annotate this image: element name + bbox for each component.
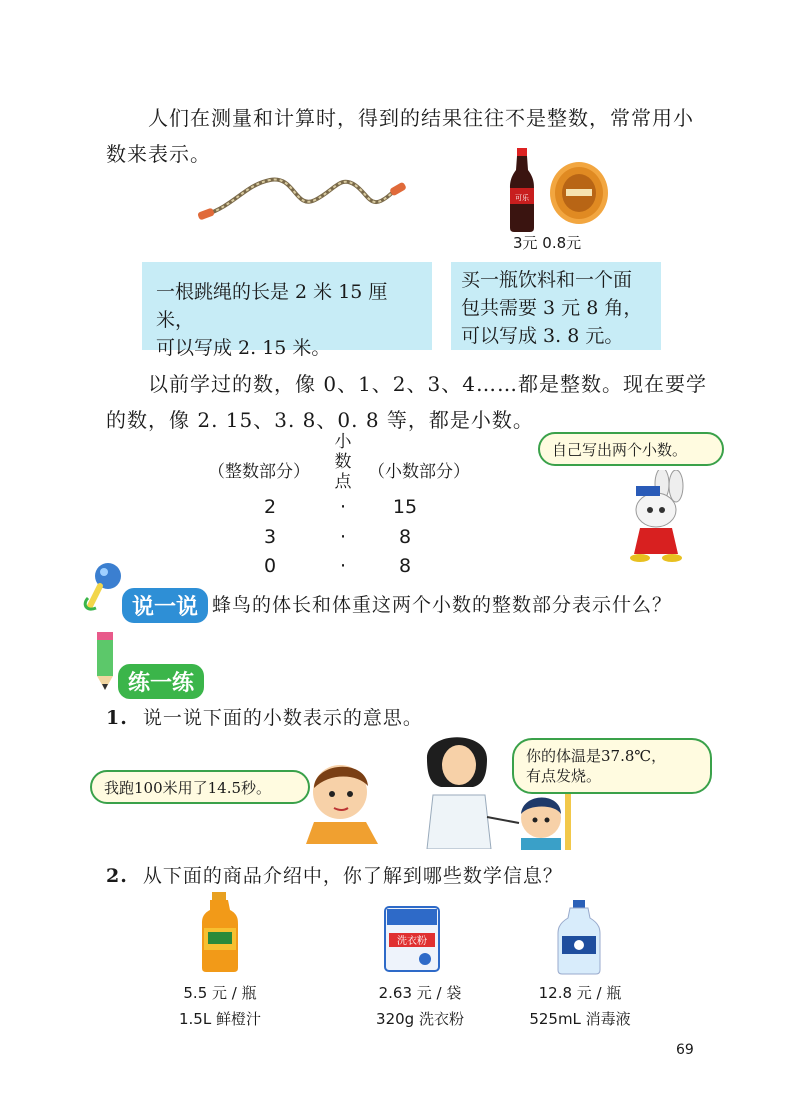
- header-decimal-part: （小数部分）: [368, 462, 470, 482]
- exercise-1: [106, 700, 423, 736]
- jump-rope-box: [142, 262, 432, 359]
- purchase-box: [451, 262, 661, 350]
- header-integer-part: （整数部分）: [208, 462, 310, 482]
- exercise-1-number: 1.: [106, 707, 128, 729]
- price-caption: 3元 0.8元: [513, 234, 582, 252]
- product-1-price: 5.5 元 / 瓶: [183, 984, 257, 1002]
- intro-line-1: 人们在测量和计算时，得到的结果往往不是整数，常常用小: [148, 106, 694, 130]
- product-3: [510, 980, 650, 1032]
- page-number: 69: [676, 1042, 694, 1058]
- boy-speech-bubble: 我跑100米用了14.5秒。: [90, 770, 310, 804]
- svg-text:可乐: 可乐: [515, 194, 529, 202]
- disinfectant-bottle-image: [556, 900, 602, 976]
- detergent-label-text: 洗衣粉: [397, 936, 427, 947]
- para2-line-1: 以前学过的数，像 0、1、2、3、4……都是整数。现在要学: [148, 372, 707, 396]
- orange-juice-bottle-image: [198, 892, 242, 974]
- product-1-desc: 1.5L 鲜橙汁: [179, 1010, 261, 1028]
- exercise-2-number: 2.: [106, 865, 128, 887]
- exercise-1-text: 说一说下面的小数表示的意思。: [142, 707, 423, 729]
- doctor-character-image: [415, 725, 525, 849]
- shuo-question: 蜂鸟的体长和体重这两个小数的整数部分表示什么？: [212, 594, 673, 616]
- para2-line-2: 的数，像 2. 15、3. 8、0. 8 等，都是小数。: [106, 408, 534, 432]
- shuo-yi-shuo-label: 说一说: [122, 588, 208, 623]
- doctor-speech-bubble: [512, 738, 712, 794]
- rabbit-character-image: [610, 470, 700, 562]
- pencil-icon: [90, 628, 120, 692]
- product-1: [150, 980, 290, 1032]
- boy-character-image: [300, 752, 386, 844]
- product-2-desc: 320g 洗衣粉: [376, 1010, 464, 1028]
- jump-rope-box-line-2: 可以写成 2. 15 米。: [156, 337, 331, 359]
- rabbit-speech-bubble: 自己写出两个小数。: [538, 432, 724, 466]
- exercise-2-text: 从下面的商品介绍中，你了解到哪些数学信息？: [142, 865, 563, 887]
- product-3-desc: 525mL 消毒液: [529, 1010, 631, 1028]
- detergent-bag-image: [383, 905, 441, 973]
- exercise-2: [106, 858, 563, 894]
- child-character-image: [515, 790, 575, 850]
- product-2-price: 2.63 元 / 袋: [378, 984, 462, 1002]
- intro-line-2: 数来表示。: [106, 142, 211, 166]
- bread-image: [548, 160, 610, 226]
- purchase-box-line-2: 包共需要 3 元 8 角，: [461, 297, 643, 319]
- jump-rope-box-line-1: 一根跳绳的长是 2 米 15 厘米，: [156, 281, 388, 331]
- cola-bottle-image: [506, 148, 538, 232]
- doctor-bubble-line-2: 有点发烧。: [526, 767, 602, 785]
- product-2: [350, 980, 490, 1032]
- product-3-price: 12.8 元 / 瓶: [538, 984, 622, 1002]
- header-decimal-point: 小 数 点: [334, 432, 352, 492]
- jump-rope-image: [195, 170, 415, 230]
- purchase-box-line-3: 可以写成 3. 8 元。: [461, 325, 624, 347]
- doctor-bubble-line-1: 你的体温是37.8℃，: [526, 747, 667, 765]
- purchase-box-line-1: 买一瓶饮料和一个面: [461, 269, 633, 291]
- lian-yi-lian-label: 练一练: [118, 664, 204, 699]
